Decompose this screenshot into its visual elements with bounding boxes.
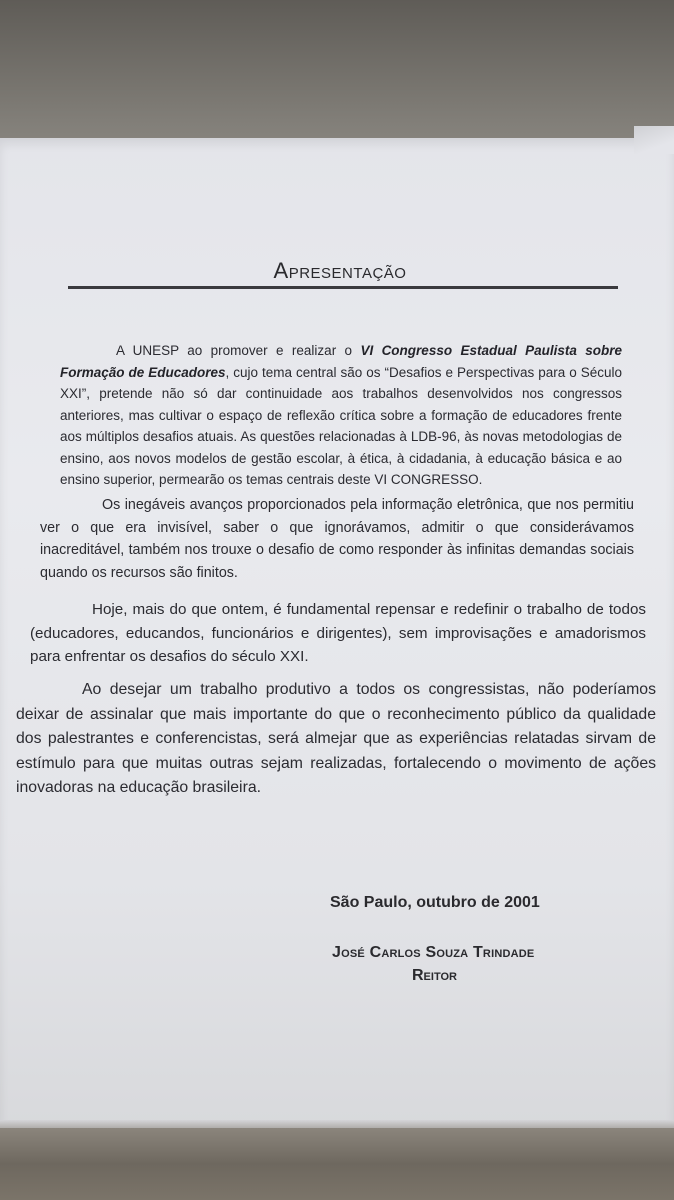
signatory-name: José Carlos Souza Trindade bbox=[332, 944, 535, 961]
paragraph-3: Hoje, mais do que ontem, é fundamental repensar e redefinir o trabalho de todos (educadores, educandos, funcionários e dirigentes), sem improvisações e amadorismos para enfrentar os desafios do século XXI. bbox=[30, 601, 646, 665]
paragraph-2: Os inegáveis avanços proporcionados pela informação eletrônica, que nos permitiu ver o que era invisível, saber o que ignorávamos, admitir o que considerávamos inacreditável, também nos trouxe o desafio de como responder às infinitas demandas sociais quando os recursos são finitos. bbox=[40, 497, 634, 581]
title-underline bbox=[68, 286, 618, 289]
paragraph-4: Ao desejar um trabalho produtivo a todos os congressistas, não poderíamos deixar de assinalar que mais importante do que o reconhecimento público da qualidade dos palestrantes e conferencistas, será almejar que as experiências relatadas sirvam de estímulo para que muitas outras sejam realizadas, fortalecendo o movimento de ações inovadoras na educação brasileira. bbox=[16, 681, 656, 797]
event-name: VI Congresso Estadual Paulista sobre Formação de Educadores bbox=[60, 343, 622, 380]
paragraph-1-lead: A UNESP ao promover e realizar o bbox=[116, 343, 361, 358]
page-corner bbox=[634, 126, 674, 154]
table-surface bbox=[0, 1128, 674, 1200]
page-title: Apresentação bbox=[273, 258, 407, 283]
signatory-role: Reitor bbox=[412, 967, 457, 984]
place-date: São Paulo, outubro de 2001 bbox=[330, 894, 540, 911]
paragraph-1 bbox=[60, 340, 622, 491]
background-surface bbox=[0, 0, 674, 160]
paragraph-1-rest: , cujo tema central são os “Desafios e Perspectivas para o Século XXI”, pretende não só dar continuidade aos trabalhos desenvolvidos nos congressos anteriores, mas cultivar o espaço de reflexão crítica sobre a formação de educadores frente aos múltiplos desafios atuais. As questões relacionadas à LDB-96, às novas metodologias de ensino, aos novos modelos de gestão escolar, à ética, à cidadania, à educação básica e ao ensino superior, permearão os temas centrais deste VI CONGRESSO. bbox=[60, 364, 622, 487]
